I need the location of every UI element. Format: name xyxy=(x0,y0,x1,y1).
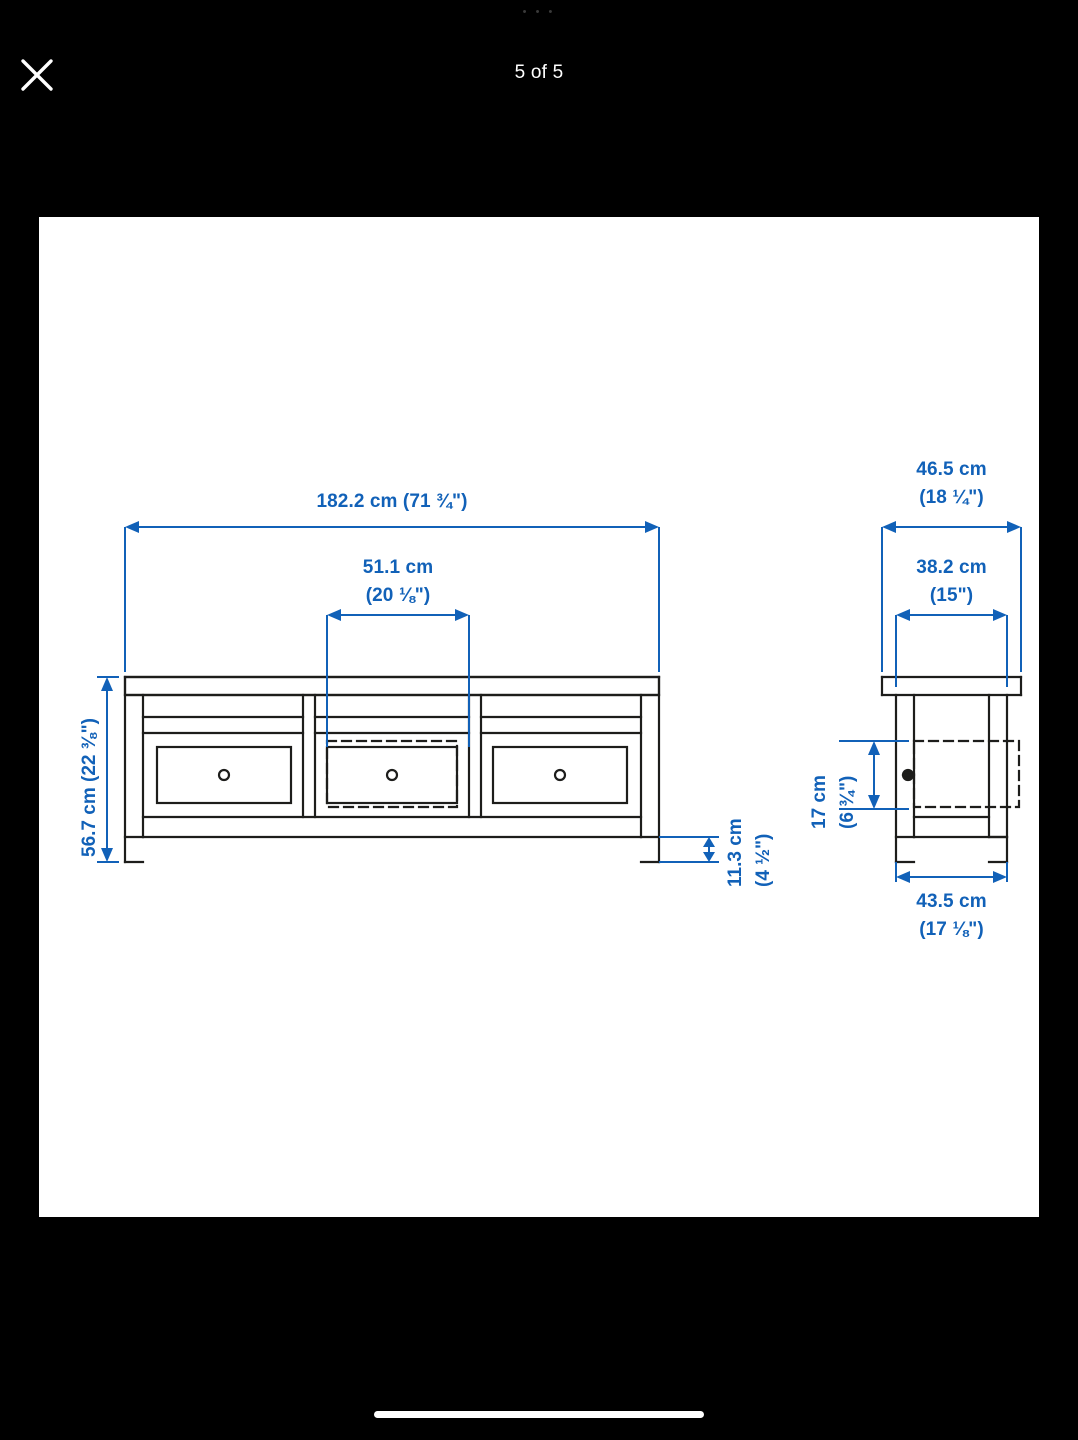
leg-height-label-line2: (4 ½") xyxy=(753,833,774,887)
side-depth-inner-line1: 38.2 cm xyxy=(916,557,987,578)
front-width-label: 182.2 cm (71 ¾") xyxy=(316,491,468,512)
drawer-width-label-line2: (20 ⅛") xyxy=(365,585,431,606)
leg-height-label-line1: 11.3 cm xyxy=(725,818,746,887)
product-dimension-image[interactable] xyxy=(39,217,1039,1217)
side-depth-inner-line2: (15") xyxy=(929,585,974,606)
page-dots-indicator: • • • xyxy=(522,6,556,18)
side-drawer-height-line1: 17 cm xyxy=(809,775,830,829)
side-drawer-height-line2: (6 ¾") xyxy=(837,775,858,829)
side-depth-bottom-line2: (17 ⅛") xyxy=(919,919,984,940)
front-height-label: 56.7 cm (22 ⅜") xyxy=(79,718,100,857)
side-depth-bottom-line1: 43.5 cm xyxy=(916,891,987,912)
side-depth-top-line2: (18 ¼") xyxy=(919,487,984,508)
home-indicator[interactable] xyxy=(374,1411,704,1418)
page-counter: 5 of 5 xyxy=(514,62,564,83)
viewer-top-bar xyxy=(0,0,1078,150)
side-depth-top-line1: 46.5 cm xyxy=(916,459,987,480)
dimension-drawing xyxy=(39,217,1039,1217)
drawer-width-label-line1: 51.1 cm xyxy=(362,557,434,578)
